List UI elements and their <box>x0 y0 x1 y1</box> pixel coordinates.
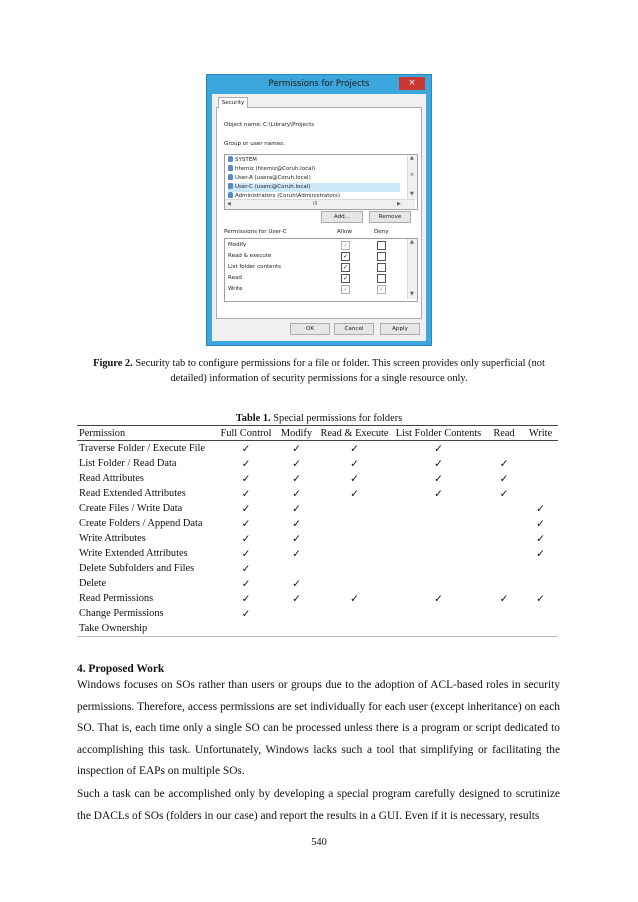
table-cell: ✓ <box>292 533 301 545</box>
table-cell <box>523 486 558 501</box>
allow-checkbox[interactable]: ✓ <box>342 275 349 282</box>
deny-checkbox[interactable] <box>377 241 386 250</box>
table-cell <box>317 546 392 561</box>
permissions-dialog <box>206 74 432 346</box>
table-cell <box>485 561 523 576</box>
table-cell: ✓ <box>499 458 509 470</box>
table-row <box>77 531 558 546</box>
table-cell: ✓ <box>241 473 251 485</box>
table-row <box>77 456 558 471</box>
table-cell <box>317 531 392 546</box>
remove-button[interactable]: Remove <box>369 211 411 223</box>
table-cell: ✓ <box>350 473 359 485</box>
table-cell: ✓ <box>241 548 251 560</box>
table-cell <box>485 606 523 621</box>
table-row <box>77 441 558 457</box>
table-row <box>77 501 558 516</box>
table-cell: ✓ <box>434 488 443 500</box>
table-row <box>77 606 558 621</box>
permission-name: List folder contents <box>228 264 281 270</box>
scroll-down-icon[interactable]: ▼ <box>410 191 414 197</box>
table-cell: ✓ <box>241 518 251 530</box>
table-cell <box>392 531 485 546</box>
table-cell <box>317 576 392 591</box>
permission-name: Modify <box>228 242 247 248</box>
table-cell <box>523 606 558 621</box>
permissions-scrollbar[interactable] <box>407 239 417 299</box>
object-name-value: C:\Library\Projects <box>263 122 315 128</box>
horizontal-scrollbar[interactable] <box>225 199 415 209</box>
column-header: Read <box>485 426 523 441</box>
permissions-list <box>224 238 418 302</box>
table-cell: Create Folders / Append Data <box>79 518 203 529</box>
permission-name: Read <box>228 275 242 281</box>
dialog-title: Permissions for Projects <box>268 79 370 89</box>
table-cell <box>485 441 523 457</box>
table-cell: ✓ <box>499 593 509 605</box>
table-cell: ✓ <box>241 593 251 605</box>
table-cell <box>485 621 523 637</box>
allow-checkbox[interactable]: ✓ <box>342 253 349 260</box>
table-caption <box>0 413 638 424</box>
table-cell <box>523 456 558 471</box>
dialog-client <box>212 94 426 341</box>
scroll-up-icon[interactable]: ▲ <box>410 239 414 245</box>
deny-label: Deny <box>374 229 389 235</box>
table-row <box>77 591 558 606</box>
deny-checkbox[interactable] <box>377 274 386 283</box>
table-cell <box>485 501 523 516</box>
tab-security[interactable]: Security <box>218 97 248 108</box>
table-cell <box>485 546 523 561</box>
table-row <box>77 471 558 486</box>
table-cell: ✓ <box>434 593 443 605</box>
table-cell: ✓ <box>292 518 301 530</box>
table-cell: ✓ <box>434 443 443 455</box>
table-cell: ✓ <box>536 533 545 545</box>
table-cell <box>523 621 558 637</box>
table-cell <box>317 501 392 516</box>
scroll-down-icon[interactable]: ▼ <box>410 291 414 297</box>
allow-label: Allow <box>337 229 352 235</box>
table-cell: ✓ <box>499 473 509 485</box>
table-row <box>77 546 558 561</box>
table-cell: ✓ <box>536 548 545 560</box>
list-item[interactable]: SYSTEM <box>228 156 400 165</box>
page-number: 540 <box>311 837 327 848</box>
table-cell <box>392 606 485 621</box>
scroll-grip-icon[interactable]: ≡ <box>410 172 415 178</box>
scroll-up-icon[interactable]: ▲ <box>410 155 414 161</box>
table-caption-text: Special permissions for folders <box>270 413 403 424</box>
section-heading: 4. Proposed Work <box>77 663 165 675</box>
table-cell <box>392 561 485 576</box>
list-item-selected[interactable]: User-C (userc@Coruh.local) <box>228 183 400 192</box>
permissions-for-label: Permissions for User-C <box>224 229 287 235</box>
table-cell <box>485 516 523 531</box>
permissions-table <box>77 425 558 637</box>
table-cell: ✓ <box>536 503 545 515</box>
allow-checkbox[interactable]: ✓ <box>342 286 349 293</box>
figure-caption <box>80 356 558 386</box>
group-icon <box>228 192 233 198</box>
apply-button[interactable]: Apply <box>380 323 420 335</box>
table-cell: Read Attributes <box>79 473 144 484</box>
table-cell: Traverse Folder / Execute File <box>79 443 206 454</box>
table-cell: Take Ownership <box>77 621 216 637</box>
table-cell: List Folder / Read Data <box>79 458 177 469</box>
permission-name: Read & execute <box>228 253 272 259</box>
table-cell: ✓ <box>350 593 359 605</box>
column-header: List Folder Contents <box>392 426 485 441</box>
ok-button[interactable]: OK <box>290 323 330 335</box>
list-item[interactable]: htemiz (htemiz@Coruh.local) <box>228 165 400 174</box>
table-cell: ✓ <box>292 443 301 455</box>
table-cell: ✓ <box>499 488 509 500</box>
table-cell <box>392 621 485 637</box>
table-cell <box>523 561 558 576</box>
table-cell: ✓ <box>536 593 545 605</box>
scroll-grip-icon[interactable]: III <box>313 201 318 207</box>
user-icon <box>228 165 233 171</box>
table-cell <box>276 561 317 576</box>
table-cell: Create Files / Write Data <box>79 503 183 514</box>
table-cell <box>523 441 558 457</box>
table-cell: ✓ <box>241 443 251 455</box>
table-cell: ✓ <box>292 548 301 560</box>
user-icon <box>228 156 233 162</box>
paragraph: Such a task can be accomplished only by developing a special program carefully designed to scrutinize the DACLs of SOs (folders in our case) and report the results in a GUI. Even if it is necessary, results <box>77 788 560 822</box>
table-cell: Delete <box>79 578 107 589</box>
figure-label: Figure 2. <box>93 358 133 369</box>
table-cell <box>485 531 523 546</box>
table-row <box>77 576 558 591</box>
column-header: Permission <box>77 426 216 441</box>
table-label: Table 1. <box>235 413 271 424</box>
table-cell: ✓ <box>434 458 443 470</box>
deny-checkbox[interactable] <box>377 263 386 272</box>
table-cell <box>485 576 523 591</box>
user-icon <box>228 174 233 180</box>
table-cell <box>276 606 317 621</box>
table-cell <box>392 501 485 516</box>
table-cell <box>392 576 485 591</box>
table-cell: Write Attributes <box>79 533 146 544</box>
table-cell: Read Extended Attributes <box>79 488 186 499</box>
table-row <box>77 621 558 637</box>
deny-checkbox[interactable]: ✓ <box>378 286 385 293</box>
scroll-right-icon[interactable]: ▶ <box>397 201 401 207</box>
list-item[interactable]: Administrators (Coruh\Administrators) <box>228 192 400 201</box>
table-row <box>77 561 558 576</box>
table-cell: ✓ <box>241 608 251 620</box>
table-cell: Change Permissions <box>79 608 164 619</box>
figure-caption-text: Security tab to configure permissions for a file or folder. This screen provides only superficial (not detailed) information of security permissions for a single resource only. <box>132 358 545 384</box>
allow-checkbox[interactable]: ✓ <box>342 242 349 249</box>
scroll-left-icon[interactable]: ◀ <box>227 201 231 207</box>
close-icon[interactable]: × <box>399 77 425 90</box>
table-cell: ✓ <box>292 473 301 485</box>
allow-checkbox[interactable]: ✓ <box>342 264 349 271</box>
table-cell <box>317 561 392 576</box>
table-cell: ✓ <box>292 488 301 500</box>
table-cell: ✓ <box>241 578 251 590</box>
deny-checkbox[interactable] <box>377 252 386 261</box>
column-header: Modify <box>276 426 317 441</box>
permission-name: Write <box>228 286 243 292</box>
table-cell <box>276 621 317 637</box>
table-row <box>77 516 558 531</box>
paragraph: Windows focuses on SOs rather than users or groups due to the adoption of ACL-based roles in security permissions. Therefore, access permissions are set individually for each user (except inheritance) on each SO. That is, each time only a single SO can be processed unless there is a program or script dedicated to accomplishing this task. Unfortunately, Windows lacks such a tool that simplifying or facilitating the inspection of EAPs on multiple SOs. <box>77 679 560 777</box>
vertical-scrollbar[interactable] <box>407 155 417 199</box>
table-cell: Read Permissions <box>79 593 154 604</box>
table-cell: ✓ <box>350 488 359 500</box>
add-button[interactable]: Add... <box>321 211 363 223</box>
column-header: Read & Execute <box>317 426 392 441</box>
security-panel <box>216 107 422 319</box>
table-cell: ✓ <box>241 563 251 575</box>
table-cell: ✓ <box>241 533 251 545</box>
table-cell <box>317 621 392 637</box>
table-cell <box>216 621 276 637</box>
table-row <box>77 486 558 501</box>
table-cell: ✓ <box>292 458 301 470</box>
table-cell: Delete Subfolders and Files <box>79 563 195 574</box>
table-cell: Write Extended Attributes <box>79 548 188 559</box>
table-cell: ✓ <box>241 458 251 470</box>
table-cell: ✓ <box>350 443 359 455</box>
column-header: Full Control <box>216 426 276 441</box>
table-cell <box>523 471 558 486</box>
table-cell <box>317 606 392 621</box>
group-label: Group or user names: <box>224 141 285 147</box>
table-cell <box>392 546 485 561</box>
table-cell: ✓ <box>434 473 443 485</box>
user-icon <box>228 183 233 189</box>
table-cell: ✓ <box>292 503 301 515</box>
table-cell: ✓ <box>292 593 301 605</box>
table-cell <box>523 576 558 591</box>
list-item[interactable]: User-A (usera@Coruh.local) <box>228 174 400 183</box>
dialog-titlebar[interactable] <box>207 75 431 94</box>
user-listbox[interactable] <box>224 154 418 210</box>
table-cell: ✓ <box>241 488 251 500</box>
cancel-button[interactable]: Cancel <box>334 323 374 335</box>
table-cell <box>317 516 392 531</box>
table-cell <box>392 516 485 531</box>
column-header: Write <box>523 426 558 441</box>
object-name-label: Object name: <box>224 122 262 128</box>
table-cell: ✓ <box>241 503 251 515</box>
table-cell: ✓ <box>350 458 359 470</box>
table-cell: ✓ <box>292 578 301 590</box>
table-header-row <box>77 426 558 441</box>
table-cell: ✓ <box>536 518 545 530</box>
